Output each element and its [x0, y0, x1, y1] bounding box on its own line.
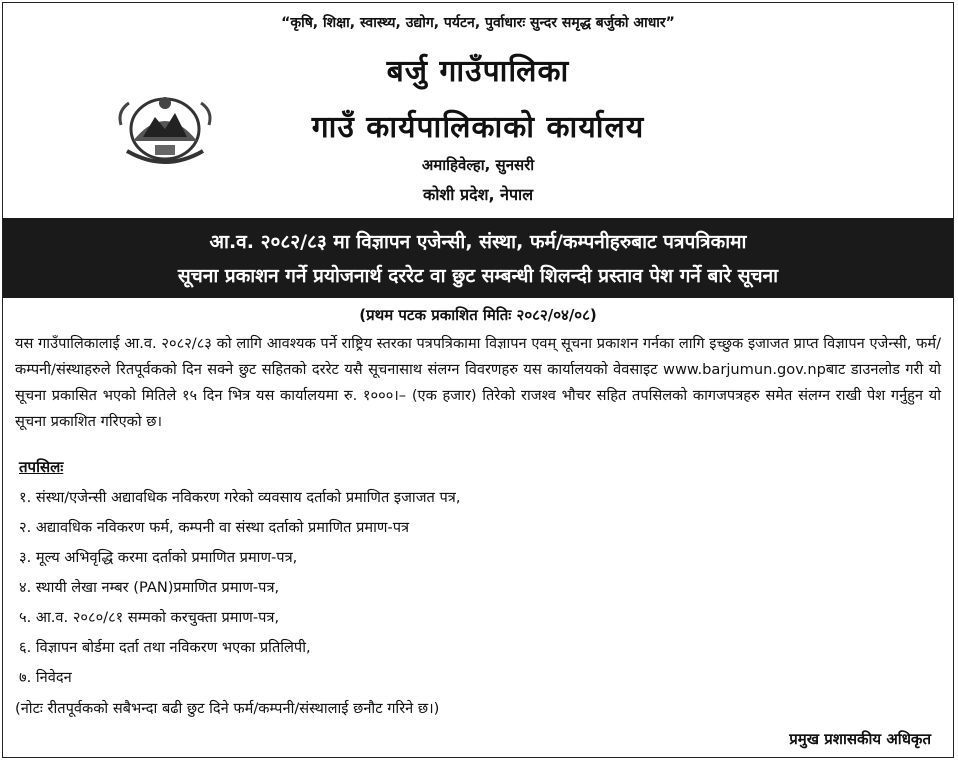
publication-date: (प्रथम पटक प्रकाशित मितिः २०८२/०४/०८) [359, 306, 597, 324]
list-item: ३. मूल्य अभिवृद्धि करमा दर्ताको प्रमाणित प्रमाण-पत्र, [19, 549, 298, 566]
notice-frame [2, 2, 954, 758]
signature-title: प्रमुख प्रशासकीय अधिकृत [789, 730, 931, 748]
requirements-list [19, 483, 937, 693]
title-banner [3, 218, 953, 298]
list-item: २. अद्यावधिक नविकरण फर्म, कम्पनी वा संस्था दर्ताको प्रमाणित प्रमाण-पत्र [19, 519, 410, 536]
motto: “कृषि, शिक्षा, स्वास्थ्य, उद्योग, पर्यटन, पुर्वाधारः सुन्दर समृद्ध बर्जुको आधार” [281, 15, 675, 31]
list-heading: तपसिलः [19, 458, 64, 476]
org-name: बर्जु गाउँपालिका [386, 54, 570, 89]
list-item: ४. स्थायी लेखा नम्बर (PAN)प्रमाणित प्रमाण-पत्र, [19, 579, 280, 596]
office-name: गाउँ कार्यपालिकाको कार्यालय [311, 110, 645, 145]
list-item: ५. आ.व. २०८०/८१ सम्मको करचुक्ता प्रमाण-पत्र, [19, 609, 280, 626]
selection-note: (नोटः रीतपूर्वकको सबैभन्दा बढी छुट दिने फर्म/कम्पनी/संस्थालाई छनौट गरिने छ।) [15, 700, 440, 717]
list-item: ६. विज्ञापन बोर्डमा दर्ता तथा नविकरण भएका प्रतिलिपी, [19, 639, 311, 656]
banner-title-line2: सूचना प्रकाशन गर्ने प्रयोजनार्थ दररेट वा छुट सम्बन्धी शिलन्दी प्रस्ताव पेश गर्ने बारे सूचना [177, 265, 779, 287]
notice-paragraph: यस गाउँपालिकालाई आ.व. २०८२/८३ को लागि आवश्यक पर्ने राष्ट्रिय स्तरका पत्रपत्रिकामा विज्ञापन एवम् सूचना प्रकाशन गर्नका लागि इच्छुक इजाजत प्राप्त विज्ञापन एजेन्सी, फर्म/कम्पनी/संस्थाहरुले रितपूर्वकको दिन सक्ने छुट सहितको दररेट यसै सूचनासाथ संलग्न विवरणहरु यस कार्यालयको वेवसाइट www.barjumun.gov.npबाट डाउनलोड गरी यो सूचना प्रकासित भएको मितिले १५ दिन भित्र यस कार्यालयमा रु. १०००।– (एक हजार) तिरेको राजश्व भौचर सहित तपसिलको कागजपत्रहरु समेत संलग्न राखी पेश गर्नुहुन यो सूचना प्रकाशित गरिएको छ। [15, 335, 941, 430]
address-line2: कोशी प्रदेश, नेपाल [422, 185, 534, 204]
banner-title-line1: आ.व. २०८२/८३ मा विज्ञापन एजेन्सी, संस्था, फर्म/कम्पनीहरुबाट पत्रपत्रिकामा [209, 231, 747, 253]
address-line1: अमाहिवेल्हा, सुनसरी [421, 156, 535, 174]
list-item: ७. निवेदन [19, 669, 72, 686]
list-item: १. संस्था/एजेन्सी अद्यावधिक नविकरण गरेको व्यवसाय दर्ताको प्रमाणित इजाजत पत्र, [19, 489, 461, 506]
